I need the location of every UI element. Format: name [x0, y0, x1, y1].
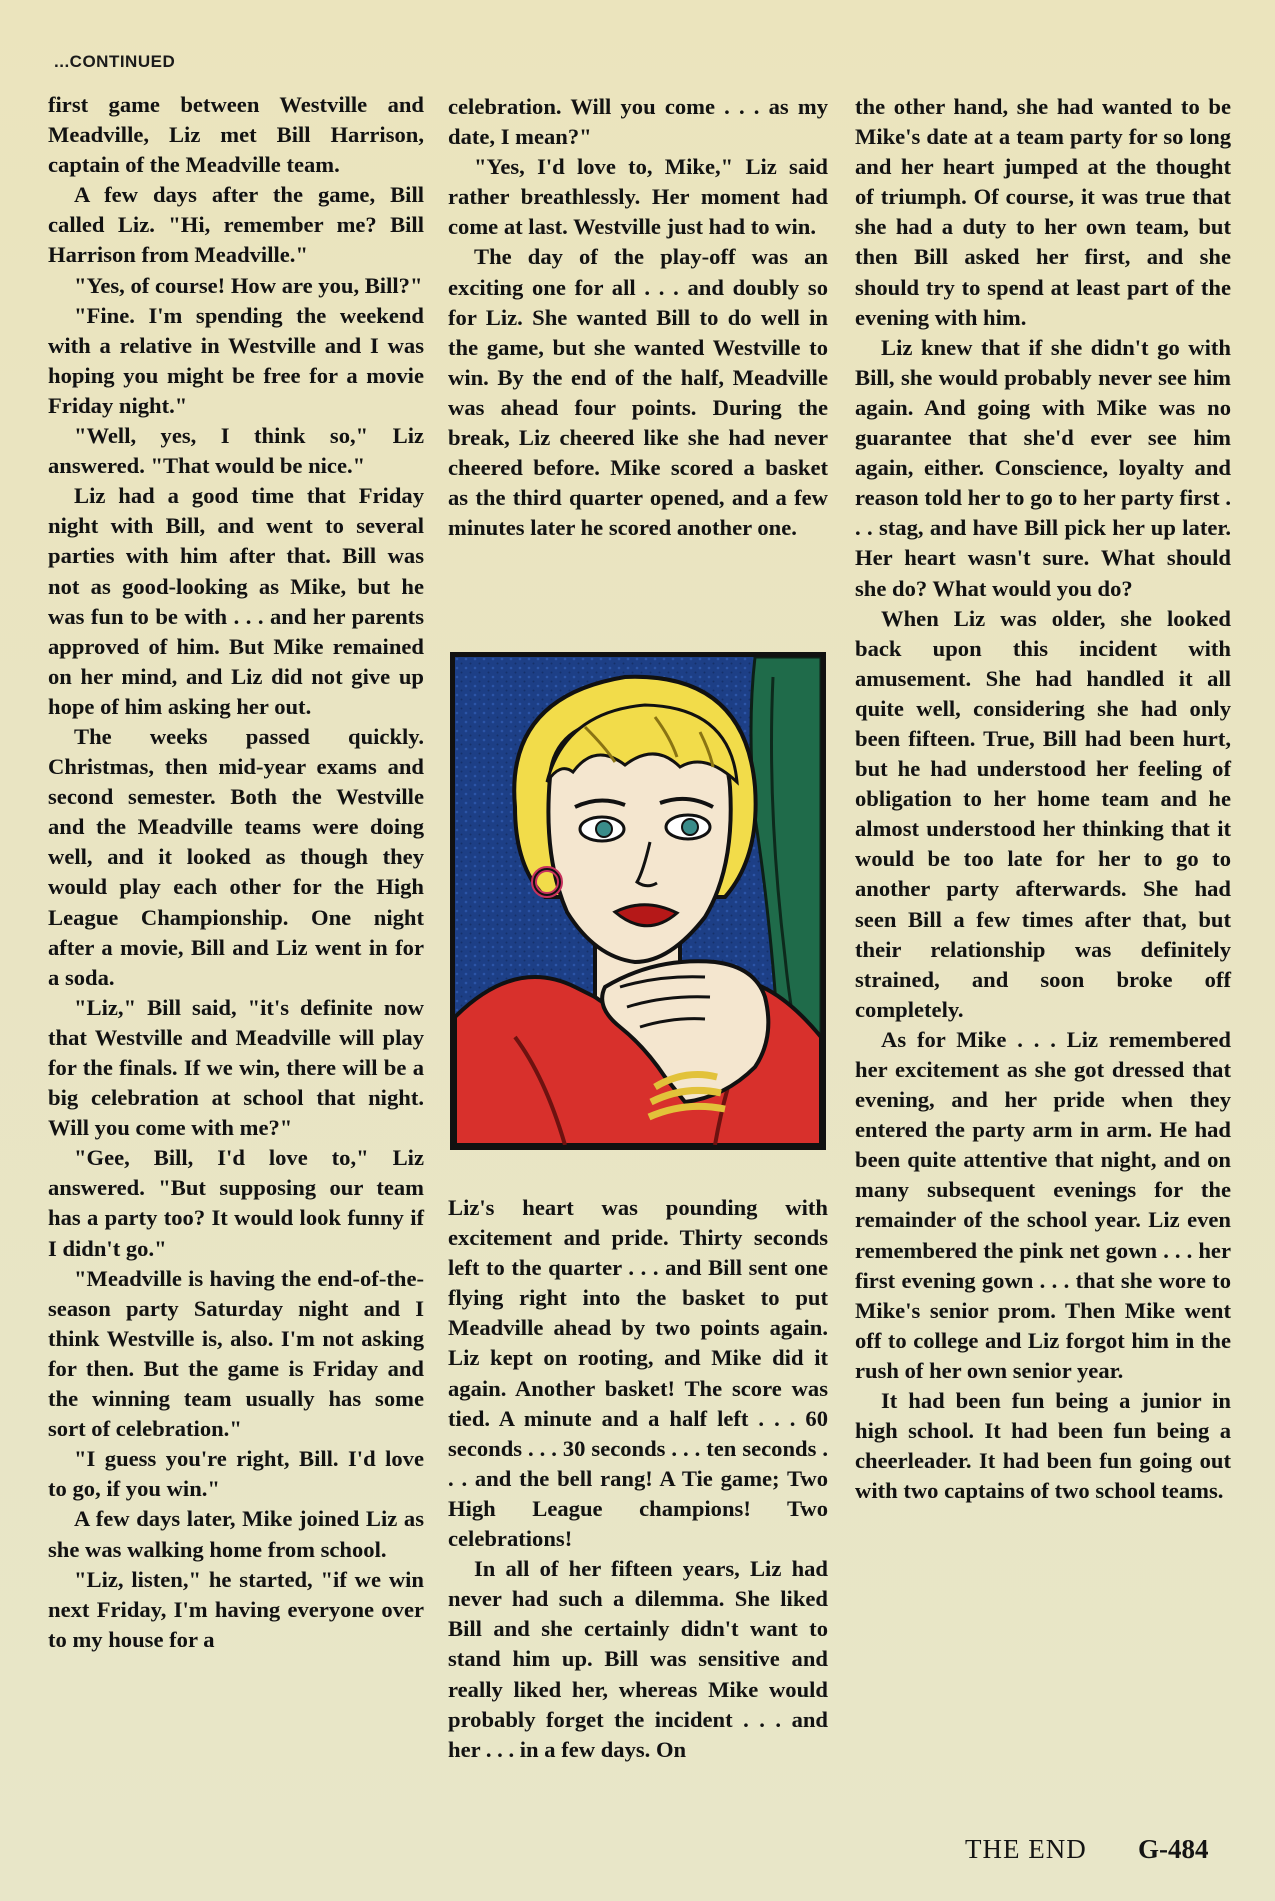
- paragraph: Liz knew that if she didn't go with Bill, she would probably never see him again. And going with Mike was no guarantee that she'd ever see him again, either. Conscience, loyalty and reason told her to go to her party first . . . stag, and have Bill pick her up later. Her heart wasn't sure. What should she do? What would you do?: [855, 334, 1231, 601]
- paragraph: "Gee, Bill, I'd love to," Liz answered. "But supposing our team has a party too? It would look funny if I didn't go.": [48, 1145, 424, 1261]
- continued-label: ...CONTINUED: [54, 52, 176, 71]
- paragraph: Liz had a good time that Friday night with Bill, and went to several parties with him after that. Bill was not as good-looking as Mike, but he was fun to be with . . . and her parents approved of him. But Mike remained on her mind, and Liz did not give up hope of him asking her out.: [48, 483, 424, 719]
- paragraph: first game between Westville and Meadville, Liz met Bill Harrison, captain of the Meadville team.: [48, 92, 424, 178]
- paragraph: "Yes, I'd love to, Mike," Liz said rather breathlessly. Her moment had come at last. Westville just had to win.: [448, 154, 828, 240]
- paragraph: "Liz," Bill said, "it's definite now that Westville and Meadville will play for the finals. If we win, there will be a big celebration at school that night. Will you come with me?": [48, 994, 424, 1141]
- woman-portrait-illustration: [455, 657, 821, 1145]
- paragraph: "Well, yes, I think so," Liz answered. "That would be nice.": [48, 423, 424, 479]
- paragraph: When Liz was older, she looked back upon this incident with amusement. She had handled it all quite well, considering she had only been fifteen. True, Bill had been hurt, but he had understood her feeling of obligation to her home team and he almost understood her thinking that it would be too late for her to go to another party afterwards. She had seen Bill a few times after that, but their relationship was definitely strained, and soon broke off completely.: [855, 605, 1231, 1022]
- paragraph: A few days later, Mike joined Liz as she was walking home from school.: [48, 1506, 424, 1562]
- paragraph: "I guess you're right, Bill. I'd love to go, if you win.": [48, 1446, 424, 1502]
- paragraph: As for Mike . . . Liz remembered her excitement as she got dressed that evening, and her pride when they entered the party arm in arm. He had been quite attentive that night, and on many subsequent evenings for the remainder of the school year. Liz even remembered the pink net gown . . . her first evening gown . . . that she wore to Mike's senior prom. Then Mike went off to college and Liz forgot him in the rush of her own senior year.: [855, 1026, 1231, 1383]
- text-column-2-top: [448, 92, 828, 640]
- paragraph: A few days after the game, Bill called Liz. "Hi, remember me? Bill Harrison from Meadville.": [48, 182, 424, 268]
- page-code: G-484: [1138, 1834, 1209, 1864]
- text-column-3: [855, 92, 1231, 1822]
- paragraph: the other hand, she had wanted to be Mike's date at a team party for so long and her heart jumped at the thought of triumph. Of course, it was true that she had a duty to her own team, but then Bill asked her first, and she should try to spend at least part of the evening with him.: [855, 94, 1231, 330]
- text-column-2-bottom: [448, 1193, 828, 1838]
- paragraph: In all of her fifteen years, Liz had never had such a dilemma. She liked Bill and she certainly didn't want to stand him up. Bill was sensitive and really liked her, whereas Mike would probably forget the incident . . . and her . . . in a few days. On: [448, 1556, 828, 1762]
- paragraph: It had been fun being a junior in high school. It had been fun being a cheerleader. It had been fun going out with two captains of two school teams.: [855, 1388, 1231, 1504]
- paragraph: The weeks passed quickly. Christmas, then mid-year exams and second semester. Both the Westville and the Meadville teams were doing well, and it looked as though they would play each other for the High League Championship. One night after a movie, Bill and Liz went in for a soda.: [48, 723, 424, 990]
- illustration-panel-liz: [450, 652, 826, 1150]
- paragraph: "Yes, of course! How are you, Bill?": [74, 272, 423, 298]
- paragraph: The day of the play-off was an exciting one for all . . . and doubly so for Liz. She wanted Bill to do well in the game, but she wanted Westville to win. By the end of the half, Meadville was ahead four points. During the break, Liz cheered like she had never cheered before. Mike scored a basket as the third quarter opened, and a few minutes later he scored another one.: [448, 244, 828, 541]
- paragraph: "Meadville is having the end-of-the-season party Saturday night and I think Westville is, also. I'm not asking for then. But the game is Friday and the winning team usually has some sort of celebration.": [48, 1265, 424, 1442]
- paragraph: "Fine. I'm spending the weekend with a relative in Westville and I was hoping you might be free for a movie Friday night.": [48, 302, 424, 418]
- the-end-label: THE END: [965, 1834, 1087, 1864]
- text-column-1: [48, 90, 424, 1835]
- paragraph: celebration. Will you come . . . as my date, I mean?": [448, 94, 828, 150]
- paragraph: Liz's heart was pounding with excitement and pride. Thirty seconds left to the quarter . . . and Bill sent one flying right into the basket to put Meadville ahead by two points again. Liz kept on rooting, and Mike did it again. Another basket! The score was tied. A minute and a half left . . . 60 seconds . . . 30 seconds . . . ten seconds . . . and the bell rang! A Tie game; Two High League champions! Two celebrations!: [448, 1195, 828, 1552]
- paragraph: "Liz, listen," he started, "if we win next Friday, I'm having everyone over to my house for a: [48, 1566, 424, 1652]
